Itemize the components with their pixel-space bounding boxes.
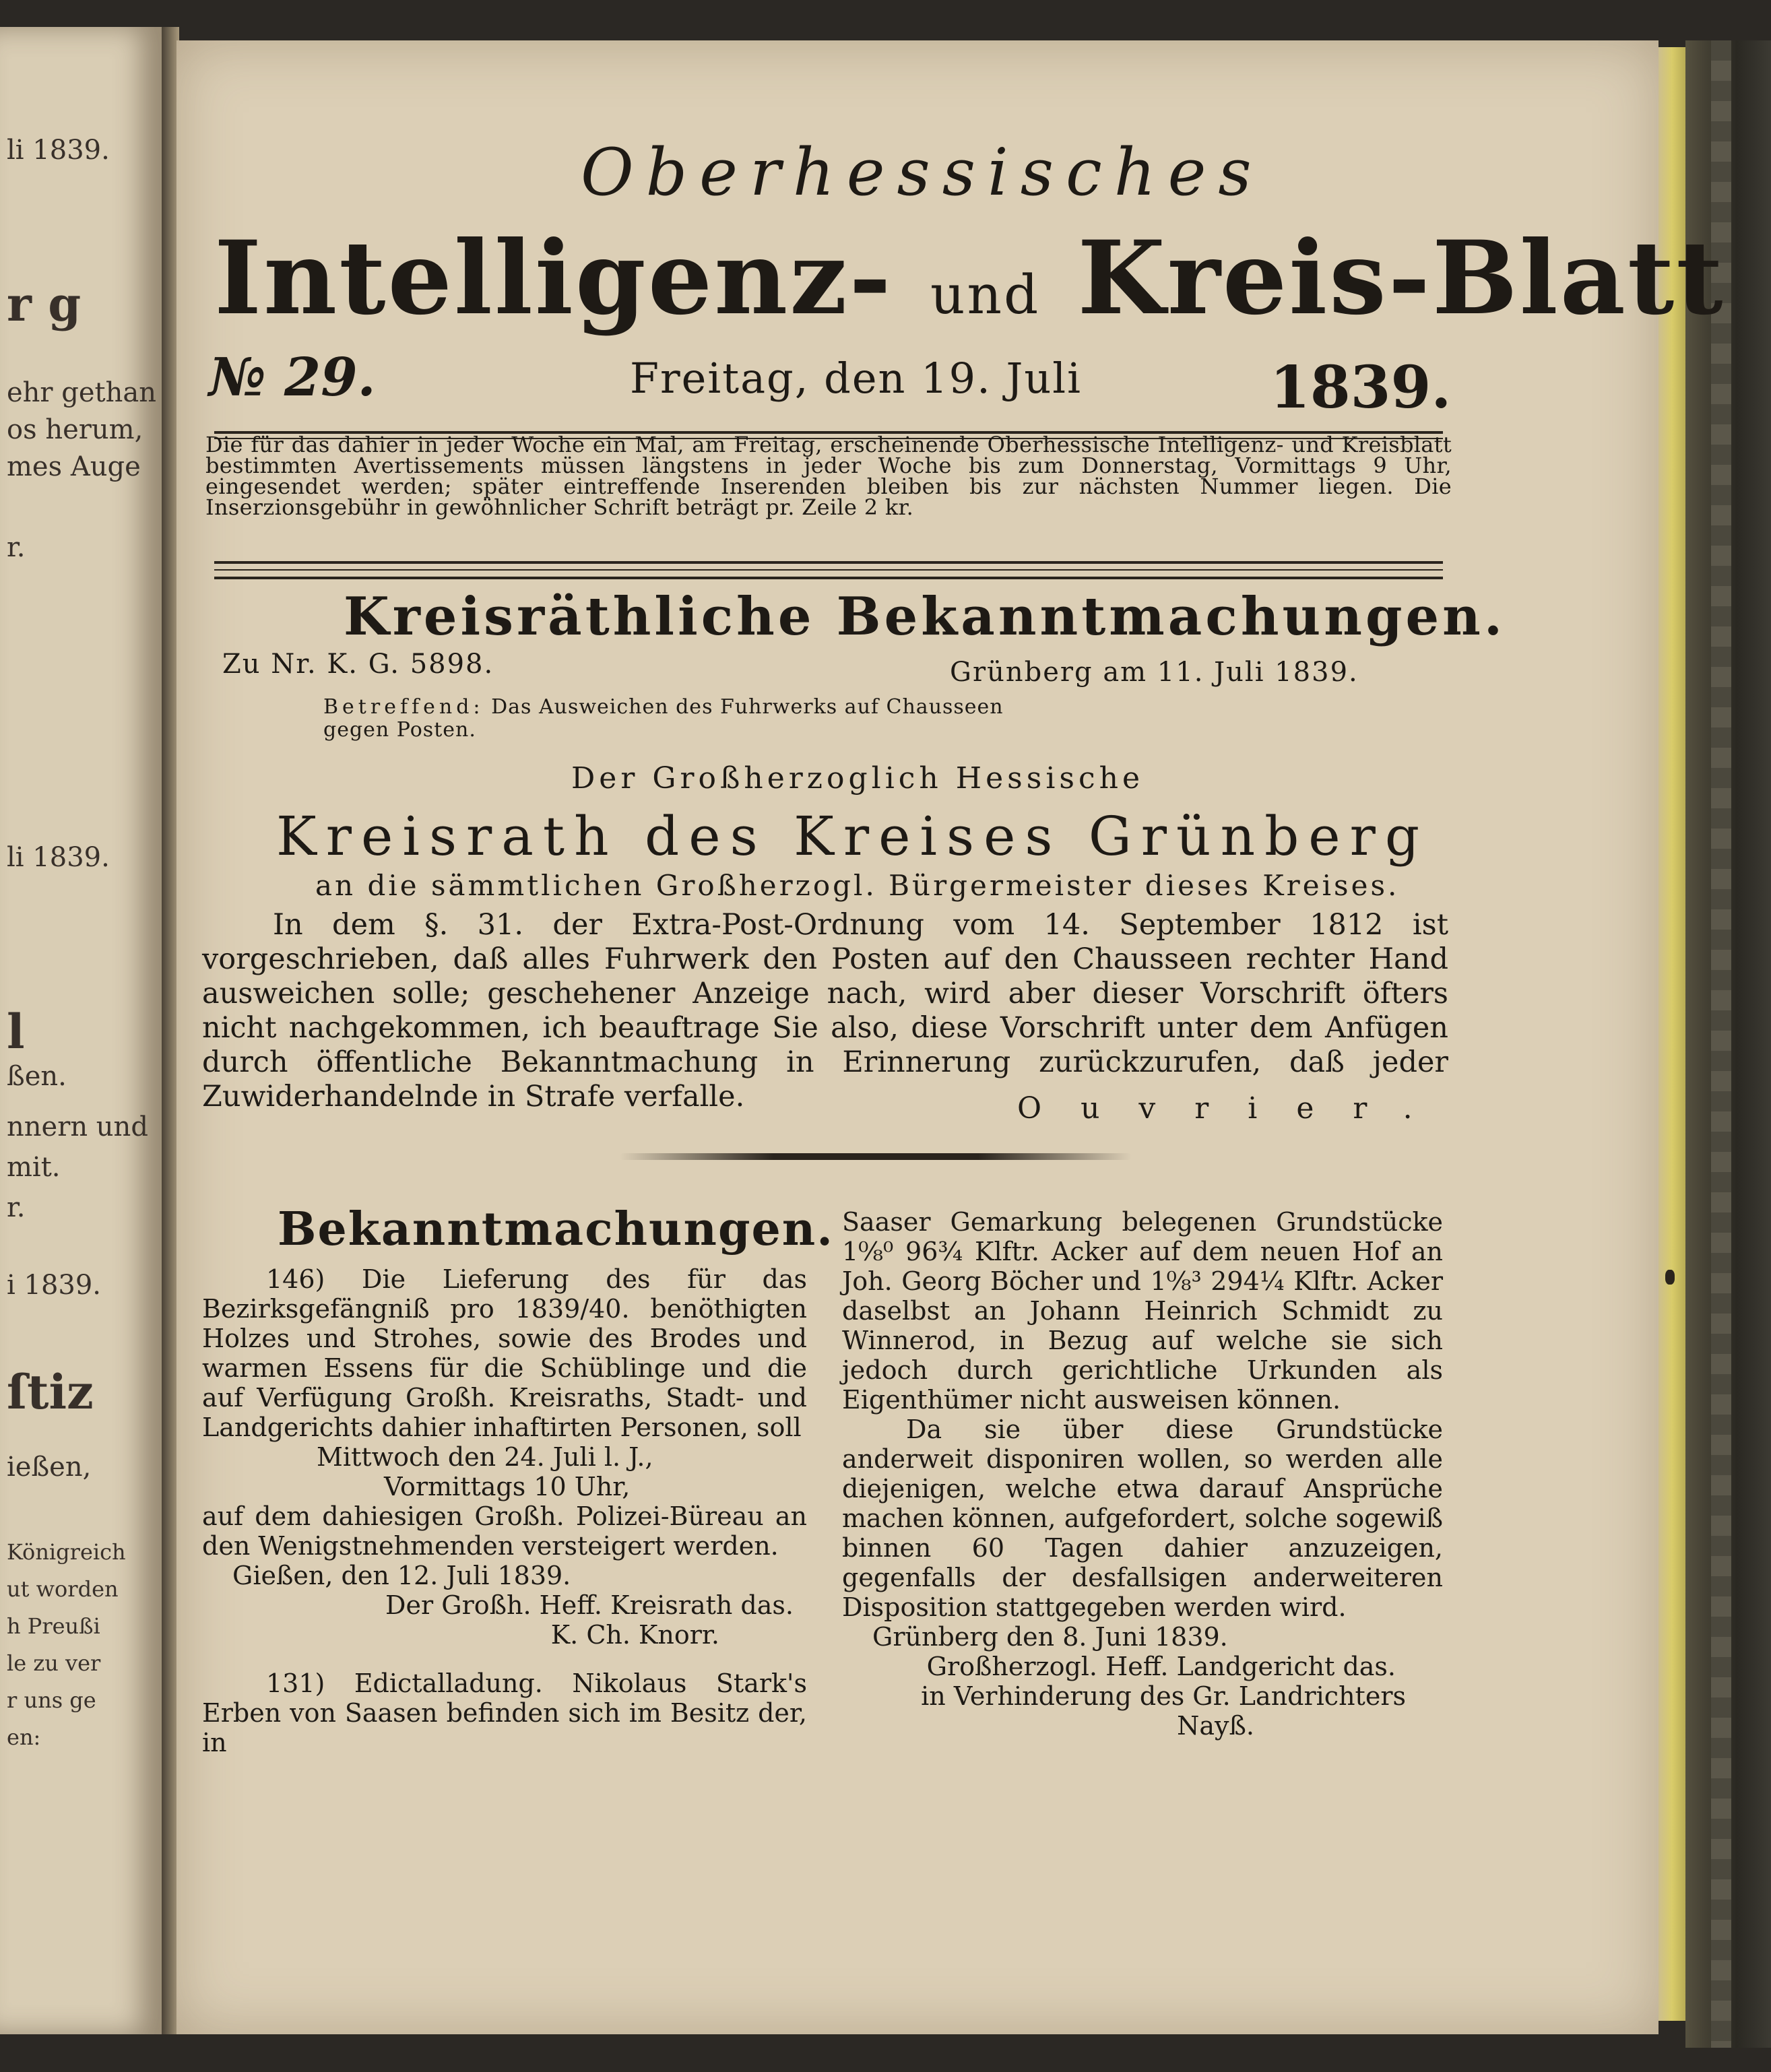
decree-issuer-line1: Der Großherzoglich Hessische (571, 761, 1144, 796)
left-fragment: os herum, (7, 414, 143, 445)
masthead-und: und (930, 263, 1041, 326)
notice-146-text: 146) Die Lieferung des für das Bezirksgefängniß pro 1839/40. benöthigten Holzes und Strohes, sowie des Brodes und warmen Essens für die Schüblinge und die auf Verfügung Großh. Kreisraths, Stadt- und Landgerichts dahier inhaftirten Personen, soll (202, 1264, 807, 1442)
section-title-kreis: Kreisräthliche Bekanntmachungen. (344, 586, 1506, 647)
left-fragment: li 1839. (7, 842, 110, 873)
book-spine (1711, 40, 1731, 2048)
left-fragment: mit. (7, 1152, 61, 1183)
notice-131-dateline: Grünberg den 8. Juni 1839. (872, 1622, 1228, 1652)
notice-131-text-right: Saaser Gemarkung belegenen Grundstücke 1⁰⁄₈⁰ 96¾ Klftr. Acker auf dem neuen Hof an Joh. Georg Böcher und 1⁰⁄₈³ 294¼ Klftr. Acker daselbst an Johann Heinrich Schmidt zu Winnerod, in Bezug auf welche sie sich jedoch durch gerichtliche Urkunden als Eigenthümer nicht ausweisen können. (842, 1207, 1443, 1415)
decree-signature: Ouvrier. (1017, 1091, 1452, 1126)
left-fragment: ehr gethan (7, 377, 156, 408)
notice-146-sign1: Der Großh. Heff. Kreisrath das. (385, 1590, 794, 1620)
left-fragment: i 1839. (7, 1270, 102, 1301)
masthead-line1: Oberhessisches (581, 135, 1264, 210)
section-title-bekanntmachungen: Bekanntmachungen. (278, 1202, 834, 1256)
left-fragment: r uns ge (7, 1687, 96, 1713)
left-fragment: h Preußi (7, 1613, 100, 1639)
left-fragment: ut worden (7, 1576, 119, 1602)
left-fragment: mes Auge (7, 451, 141, 482)
left-fragment: en: (7, 1724, 41, 1750)
left-fragment: r. (7, 1192, 26, 1223)
notice-131-text-left: 131) Edictalladung. Nikolaus Stark's Erben von Saasen befinden sich im Besitz der, in (202, 1669, 807, 1757)
left-fragment: r g (7, 276, 82, 332)
ornamental-divider (620, 1153, 1132, 1160)
left-page (0, 27, 166, 2034)
notice-131-sign3: Nayß. (1177, 1711, 1254, 1741)
masthead-intelligenz: Intelligenz- (214, 219, 893, 337)
left-fragment: ießen, (7, 1452, 92, 1483)
masthead-kreisblatt: Kreis-Blatt (1077, 219, 1725, 337)
notice-131-para2: Da sie über diese Grundstücke anderweit disponiren wollen, so werden alle diejenigen, welche etwa darauf Ansprüche machen können, aufgefordert, solche sogewiß binnen 60 Tagen dahier anzuzeigen, gegenfalls der desfallsigen anderweiteren Disposition stattgegeben werden wird. (842, 1415, 1443, 1622)
section-rule (214, 561, 1443, 564)
issue-date: Freitag, den 19. Juli (630, 354, 1082, 403)
column-right (842, 1207, 1443, 1741)
left-fragment: nnern und (7, 1111, 148, 1142)
left-fragment: r. (7, 532, 26, 563)
notice-146-place: auf dem dahiesigen Großh. Polizei-Büreau an den Wenigstnehmenden versteigert werden. (202, 1501, 807, 1561)
left-fragment: Königreich (7, 1539, 126, 1565)
notice-146-time: Vormittags 10 Uhr, (384, 1472, 631, 1501)
issue-year: 1839. (1270, 354, 1452, 422)
decree-subject (323, 696, 1031, 742)
notice-146-dateline: Gießen, den 12. Juli 1839. (232, 1561, 571, 1590)
reference-number: Zu Nr. K. G. 5898. (222, 649, 494, 680)
decree-body: In dem §. 31. der Extra-Post-Ordnung vom 14. September 1812 ist vorgeschrieben, daß alles Fuhrwerk den Posten auf den Chausseen rechter Hand ausweichen solle; geschehener Anzeige nach, wird aber dieser Vorschrift öfters nicht nachgekommen, ich beauftrage Sie also, diese Vorschrift unter dem Anfügen durch öffentliche Bekanntmachung in Erinnerung zurückzurufen, daß jeder Zuwiderhandelnde in Strafe verfalle. (202, 908, 1448, 1113)
subscription-notice: Die für das dahier in jeder Woche ein Mal, am Freitag, erscheinende Oberhessische Intelligenz- und Kreisblatt bestimmten Avertissements müssen längstens in jeder Woche bis zum Donnerstag, Vormittags 9 Uhr, eingesendet werden; später eintreffende Inserenden bleiben bis zur nächsten Nummer liegen. Die Inserzionsgebühr in gewöhnlicher Schrift beträgt pr. Zeile 2 kr. (205, 432, 1452, 520)
notice-146-date: Mittwoch den 24. Juli l. J., (317, 1442, 653, 1472)
left-fragment: le zu ver (7, 1650, 101, 1676)
section-rule (214, 569, 1443, 571)
masthead-title (214, 219, 1725, 337)
left-fragment: li 1839. (7, 135, 110, 166)
notice-131-sign2: in Verhinderung des Gr. Landrichters (921, 1681, 1406, 1711)
notice-131-sign1: Großherzogl. Heff. Landgericht das. (926, 1652, 1396, 1681)
column-left (202, 1264, 807, 1757)
left-fragment: l (7, 1004, 25, 1060)
page-edge (1659, 47, 1685, 2021)
issue-number: № 29. (209, 347, 376, 408)
decree-dateline: Grünberg am 11. Juli 1839. (950, 657, 1359, 688)
subject-label: Betreffend: (323, 695, 484, 719)
decree-issuer-line2: Kreisrath des Kreises Grünberg (276, 805, 1429, 868)
left-fragment: ßen. (7, 1061, 67, 1092)
page-mark (1665, 1270, 1675, 1285)
notice-146-sign2: K. Ch. Knorr. (550, 1620, 719, 1650)
section-rule (214, 577, 1443, 579)
decree-addressee: an die sämmtlichen Großherzogl. Bürgermeister dieses Kreises. (315, 869, 1400, 902)
subject-text: Das Ausweichen des Fuhrwerks auf Chausseen gegen Posten. (323, 695, 1004, 742)
left-fragment: ſtiz (7, 1364, 94, 1420)
